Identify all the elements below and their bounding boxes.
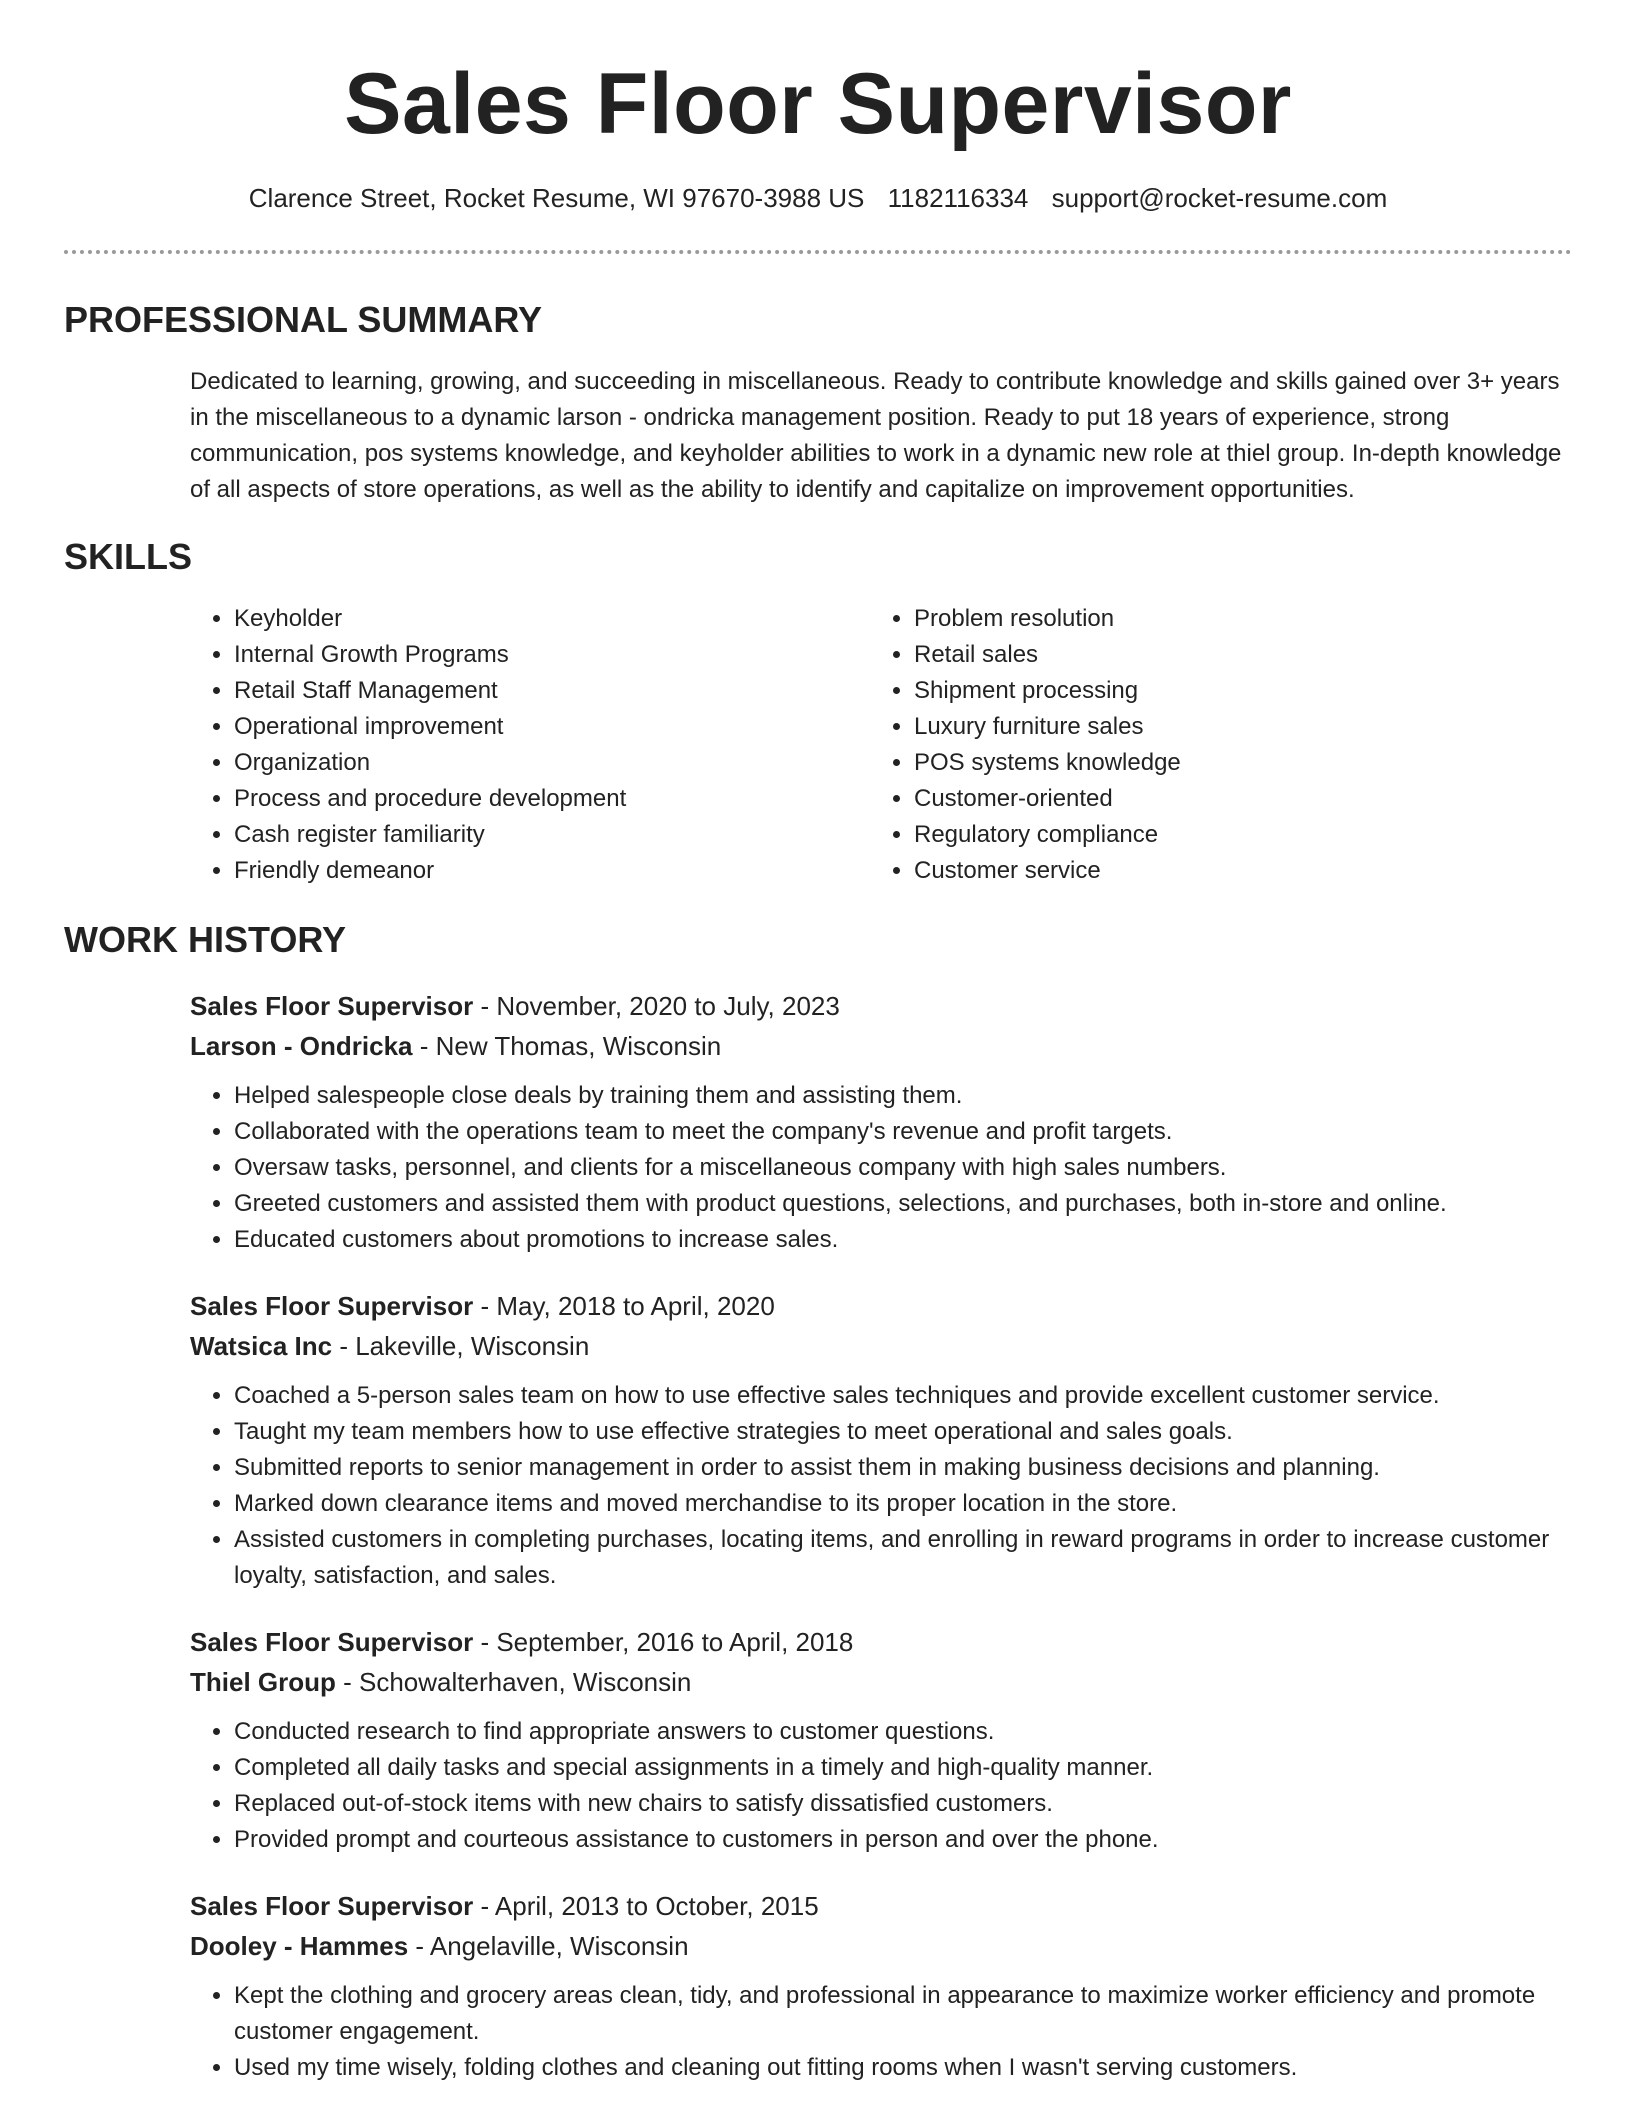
- skill-item: • Retail sales: [914, 637, 1550, 673]
- header-divider: [64, 250, 1572, 254]
- job-duty-item: • Greeted customers and assisted them with product questions, selections, and purchases, both in-store and online.: [234, 1186, 1572, 1222]
- skill-item: • Operational improvement: [234, 709, 870, 745]
- job-duty-item: • Used my time wisely, folding clothes and cleaning out fitting rooms when I wasn't serving customers.: [234, 2050, 1572, 2086]
- skill-item: • Regulatory compliance: [914, 817, 1550, 853]
- job-duties-list: [190, 1378, 1572, 1594]
- job-title-line: [190, 1622, 1572, 1662]
- job-role: Sales Floor Supervisor: [190, 1291, 474, 1321]
- job-duty-item: • Collaborated with the operations team to meet the company's revenue and profit targets.: [234, 1114, 1572, 1150]
- skill-item: • Organization: [234, 745, 870, 781]
- job-dates: - April, 2013 to October, 2015: [473, 1891, 819, 1921]
- skills-list-right: [870, 601, 1550, 889]
- job-location: - Lakeville, Wisconsin: [332, 1331, 590, 1361]
- job-duty-item: • Taught my team members how to use effective strategies to meet operational and sales goals.: [234, 1414, 1572, 1450]
- job-duty-item: • Conducted research to find appropriate answers to customer questions.: [234, 1714, 1572, 1750]
- job-dates: - May, 2018 to April, 2020: [473, 1291, 775, 1321]
- job-role: Sales Floor Supervisor: [190, 1627, 474, 1657]
- skill-item: • Friendly demeanor: [234, 853, 870, 889]
- job-company-line: [190, 1026, 1572, 1066]
- job-duty-item: • Assisted customers in completing purchases, locating items, and enrolling in reward programs in order to increase customer loyalty, satisfaction, and sales.: [234, 1522, 1572, 1594]
- job-dates: - November, 2020 to July, 2023: [473, 991, 840, 1021]
- job-location: - Angelaville, Wisconsin: [408, 1931, 689, 1961]
- skill-item: • POS systems knowledge: [914, 745, 1550, 781]
- summary-text: Dedicated to learning, growing, and succeeding in miscellaneous. Ready to contribute knowledge and skills gained over 3+ years in the miscellaneous to a dynamic larson - ondricka management position. Ready to put 18 years of experience, strong communication, pos systems knowledge, and keyholder abilities to work in a dynamic new role at thiel group. In-depth knowledge of all aspects of store operations, as well as the ability to identify and capitalize on improvement opportunities.: [190, 368, 1562, 503]
- candidate-name: Sales Floor Supervisor: [344, 56, 1292, 152]
- job-role: Sales Floor Supervisor: [190, 991, 474, 1021]
- job-entry: [190, 1622, 1572, 1858]
- skill-item: • Luxury furniture sales: [914, 709, 1550, 745]
- job-duties-list: [190, 1714, 1572, 1858]
- job-entry: [190, 1286, 1572, 1594]
- skills-section: [190, 601, 1572, 889]
- contact-address: Clarence Street, Rocket Resume, WI 97670-3988 US: [248, 183, 865, 213]
- skills-heading: SKILLS: [64, 536, 193, 577]
- summary-section: [190, 364, 1572, 508]
- skill-item: • Customer-oriented: [914, 781, 1550, 817]
- job-duty-item: • Completed all daily tasks and special assignments in a timely and high-quality manner.: [234, 1750, 1572, 1786]
- job-title-line: [190, 1886, 1572, 1926]
- contact-phone: 1182116334: [887, 183, 1029, 213]
- job-company-line: [190, 1662, 1572, 1702]
- resume-page: [64, 0, 1572, 2112]
- skill-item: • Retail Staff Management: [234, 673, 870, 709]
- skills-list-left: [190, 601, 870, 889]
- job-location: - Schowalterhaven, Wisconsin: [335, 1667, 692, 1697]
- job-company-line: [190, 1326, 1572, 1366]
- skill-item: • Keyholder: [234, 601, 870, 637]
- job-duty-item: • Educated customers about promotions to increase sales.: [234, 1222, 1572, 1258]
- job-duty-item: • Replaced out-of-stock items with new chairs to satisfy dissatisfied customers.: [234, 1786, 1572, 1822]
- job-duty-item: • Provided prompt and courteous assistance to customers in person and over the phone.: [234, 1822, 1572, 1858]
- job-duty-item: • Submitted reports to senior management in order to assist them in making business decisions and planning.: [234, 1450, 1572, 1486]
- job-company: Larson - Ondricka: [190, 1031, 413, 1061]
- job-title-line: [190, 986, 1572, 1026]
- job-company: Watsica Inc: [190, 1331, 333, 1361]
- job-location: - New Thomas, Wisconsin: [412, 1031, 722, 1061]
- job-duties-list: [190, 1078, 1572, 1258]
- skill-item: • Cash register familiarity: [234, 817, 870, 853]
- job-title-line: [190, 1286, 1572, 1326]
- contact-line: [64, 180, 1572, 216]
- job-company: Thiel Group: [190, 1667, 336, 1697]
- job-company: Dooley - Hammes: [190, 1931, 409, 1961]
- job-company-line: [190, 1926, 1572, 1966]
- skill-item: • Process and procedure development: [234, 781, 870, 817]
- job-duties-list: [190, 1978, 1572, 2086]
- job-duty-item: • Helped salespeople close deals by training them and assisting them.: [234, 1078, 1572, 1114]
- work-heading: WORK HISTORY: [64, 919, 347, 960]
- job-entry: [190, 1886, 1572, 2086]
- contact-email[interactable]: support@rocket-resume.com: [1051, 183, 1388, 213]
- skill-item: • Shipment processing: [914, 673, 1550, 709]
- job-dates: - September, 2016 to April, 2018: [473, 1627, 854, 1657]
- job-duty-item: • Coached a 5-person sales team on how to use effective sales techniques and provide excellent customer service.: [234, 1378, 1572, 1414]
- job-duty-item: • Marked down clearance items and moved merchandise to its proper location in the store.: [234, 1486, 1572, 1522]
- job-role: Sales Floor Supervisor: [190, 1891, 474, 1921]
- job-duty-item: • Oversaw tasks, personnel, and clients for a miscellaneous company with high sales numbers.: [234, 1150, 1572, 1186]
- summary-heading: PROFESSIONAL SUMMARY: [64, 299, 543, 340]
- job-duty-item: • Kept the clothing and grocery areas clean, tidy, and professional in appearance to maximize worker efficiency and promote customer engagement.: [234, 1978, 1572, 2050]
- job-entry: [190, 986, 1572, 1258]
- skill-item: • Problem resolution: [914, 601, 1550, 637]
- skill-item: • Internal Growth Programs: [234, 637, 870, 673]
- work-history-section: [190, 986, 1572, 2114]
- skill-item: • Customer service: [914, 853, 1550, 889]
